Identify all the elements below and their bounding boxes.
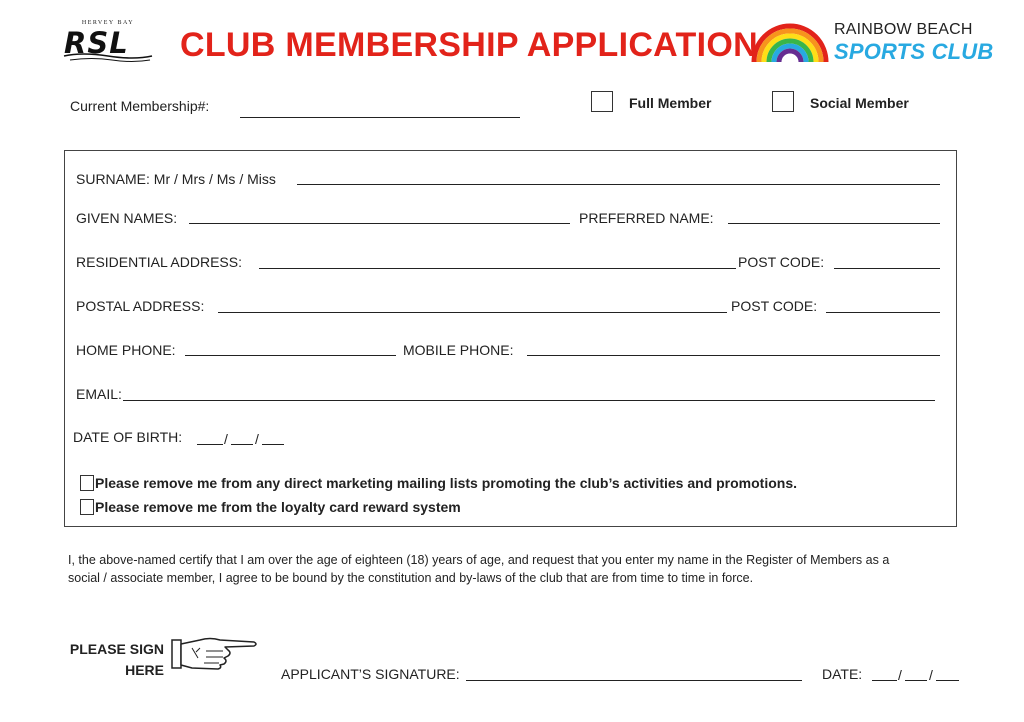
current-membership-label: Current Membership#: [70, 98, 210, 114]
email-field[interactable] [123, 400, 935, 401]
residential-address-label: RESIDENTIAL ADDRESS: [76, 254, 242, 270]
applicant-signature-field[interactable] [466, 680, 802, 681]
please-sign-line2: HERE [125, 662, 164, 678]
given-names-label: GIVEN NAMES: [76, 210, 178, 226]
page-title: CLUB MEMBERSHIP APPLICATION [180, 26, 758, 64]
signature-date-day-field[interactable] [872, 680, 897, 681]
please-sign-line1: PLEASE SIGN [69, 641, 164, 657]
pointing-hand-icon [170, 634, 258, 674]
postal-address-label: POSTAL ADDRESS: [76, 298, 205, 314]
social-member-label: Social Member [810, 95, 909, 111]
dob-day-field[interactable] [197, 444, 223, 445]
rsl-wave-icon [62, 50, 154, 62]
full-member-label: Full Member [629, 95, 712, 111]
dob-label: DATE OF BIRTH: [73, 429, 183, 445]
residential-address-field[interactable] [259, 268, 736, 269]
dob-separator: / [255, 431, 259, 447]
social-member-checkbox[interactable] [772, 91, 794, 112]
opt-out-loyalty-label: Please remove me from the loyalty card reward system [95, 499, 461, 515]
declaration-line2: social / associate member, I agree to be bound by the constitution and by-laws of the club that are from time to time in force. [68, 571, 754, 585]
preferred-name-field[interactable] [728, 223, 940, 224]
postal-address-field[interactable] [218, 312, 727, 313]
signature-date-label: DATE: [822, 666, 863, 682]
opt-out-loyalty-checkbox[interactable] [80, 499, 94, 515]
rsl-logo-top-text: HERVEY BAY [81, 20, 135, 26]
signature-date-separator: / [929, 667, 933, 683]
full-member-checkbox[interactable] [591, 91, 613, 112]
club-logo-line2: SPORTS CLUB [834, 39, 994, 64]
declaration-line1: I, the above-named certify that I am over the age of eighteen (18) years of age, and request that you enter my name in the Register of Members as a [68, 553, 890, 567]
home-phone-field[interactable] [185, 355, 396, 356]
opt-out-marketing-checkbox[interactable] [80, 475, 94, 491]
rsl-logo-text: RSL [64, 26, 129, 60]
applicant-signature-label: APPLICANT’S SIGNATURE: [281, 666, 460, 682]
dob-separator: / [224, 431, 228, 447]
mobile-phone-field[interactable] [527, 355, 940, 356]
signature-date-year-field[interactable] [936, 680, 959, 681]
please-sign-here [66, 639, 164, 681]
dob-year-field[interactable] [262, 444, 284, 445]
declaration-text [68, 551, 968, 587]
home-phone-label: HOME PHONE: [76, 342, 176, 358]
residential-post-code-label: POST CODE: [738, 254, 825, 270]
postal-post-code-field[interactable] [826, 312, 940, 313]
surname-field[interactable] [297, 184, 940, 185]
opt-out-marketing-label: Please remove me from any direct marketing mailing lists promoting the club’s activities and promotions. [95, 475, 797, 491]
signature-date-month-field[interactable] [905, 680, 927, 681]
email-label: EMAIL: [76, 386, 122, 402]
mobile-phone-label: MOBILE PHONE: [403, 342, 514, 358]
residential-post-code-field[interactable] [834, 268, 940, 269]
club-logo-line1: RAINBOW BEACH [834, 21, 973, 38]
postal-post-code-label: POST CODE: [731, 298, 818, 314]
rainbow-logo-icon [750, 20, 830, 64]
surname-label: SURNAME: Mr / Mrs / Ms / Miss [76, 171, 276, 187]
given-names-field[interactable] [189, 223, 570, 224]
preferred-name-label: PREFERRED NAME: [579, 210, 714, 226]
current-membership-field[interactable] [240, 117, 520, 118]
rsl-logo [62, 20, 154, 62]
applicant-details-frame [64, 150, 957, 527]
dob-month-field[interactable] [231, 444, 253, 445]
signature-date-separator: / [898, 667, 902, 683]
